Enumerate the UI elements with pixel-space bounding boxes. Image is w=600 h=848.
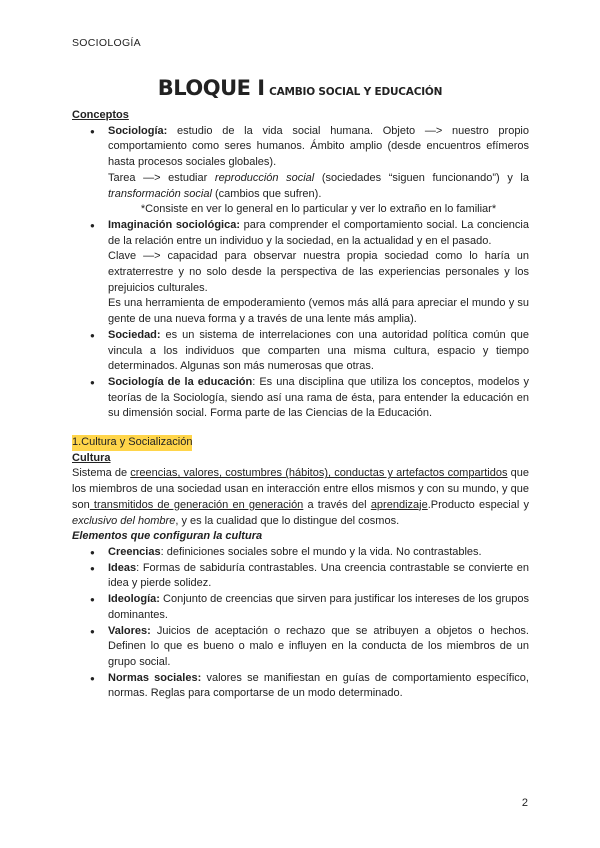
list-item-sociologia	[108, 124, 529, 218]
term-sociedad: Sociedad:	[108, 328, 161, 341]
title-sub: CAMBIO SOCIAL Y EDUCACIÓN	[269, 86, 443, 98]
elemento-term: Creencias	[108, 545, 161, 558]
def-underline-3: aprendizaje	[370, 498, 428, 511]
term-soc-educacion: Sociología de la educación	[108, 375, 253, 388]
tarea-line	[108, 171, 529, 202]
def-emphasis: exclusivo del hombre	[72, 514, 176, 527]
term-sociologia: Sociología:	[108, 124, 168, 137]
def-imaginacion: para comprender el comportamiento social. La conciencia de la relación entre un individuo y la sociedad, en la actualidad y en el pasado.	[108, 218, 529, 247]
page-number: 2	[521, 797, 528, 809]
elemento-text: : definiciones sociales sobre el mundo y la vida. No contrastables.	[160, 545, 482, 558]
tarea-em2: transformación social	[108, 187, 212, 200]
list-item-imaginacion	[108, 218, 529, 328]
section-heading: 1.Cultura y Socialización	[72, 435, 192, 451]
tarea-pre: Tarea —> estudiar	[108, 171, 215, 184]
def-mid-2: a través del	[303, 498, 371, 511]
elemento-text: Juicios de aceptación o rechazo que se atribuyen a objetos o hechos. Definen lo que es bueno o malo e influyen en la conducta de los miembros de un grupo social.	[108, 624, 529, 668]
list-item-sociedad	[108, 328, 529, 375]
list-item	[108, 671, 529, 702]
imaginacion-herramienta: Es una herramienta de empoderamiento (vemos más allá para apreciar el mundo y su gente de una nueva forma y a través de una lente más amplia).	[108, 297, 529, 326]
tarea-em1: reproducción social	[214, 171, 315, 184]
title-main: BLOQUE I	[157, 76, 265, 100]
cultura-definition	[72, 466, 529, 529]
tarea-mid: (sociedades “siguen funcionando”) y la	[314, 171, 529, 184]
list-item	[108, 545, 529, 561]
conceptos-list	[72, 124, 529, 422]
elementos-list	[72, 545, 529, 702]
tarea-post: (cambios que sufren).	[211, 187, 322, 200]
term-imaginacion: Imaginación sociológica:	[108, 218, 240, 231]
list-item-soc-educacion	[108, 375, 529, 422]
elementos-heading: Elementos que configuran la cultura	[72, 530, 263, 543]
def-underline-1: creencias, valores, costumbres (hábitos), conductas y artefactos compartidos	[130, 467, 508, 480]
page-title	[0, 76, 600, 100]
elemento-text: Conjunto de creencias que sirven para justificar los intereses de los grupos dominantes.	[108, 593, 529, 621]
elemento-text: valores se manifiestan en guías de comportamiento específico, normas. Reglas para comportarse de un modo determinado.	[108, 671, 529, 700]
elemento-term: Valores:	[108, 624, 151, 637]
def-underline-2: transmitidos de generación en generación	[89, 498, 304, 511]
elemento-term: Ideas	[108, 561, 137, 574]
list-item	[108, 624, 529, 671]
list-item	[108, 561, 529, 592]
imaginacion-clave: Clave —> capacidad para observar nuestra propia sociedad como lo haría un extraterrestre y no solo desde la perspectiva de las experiencias personales y los prejuicios culturales.	[108, 250, 529, 294]
page-header: SOCIOLOGÍA	[72, 37, 141, 49]
def-sociologia: estudio de la vida social humana. Objeto —> nuestro propio comportamiento como seres humanos. Ámbito amplio (desde encuentros efímeros hasta procesos sociales globales).	[108, 124, 529, 169]
def-soc-educacion: : Es una disciplina que utiliza los conceptos, modelos y teorías de la Sociología, siendo así una rama de ésta, para entender la educación en su dimensión social. Forma parte de las Ciencias de la Educación.	[108, 375, 529, 420]
list-item	[108, 592, 529, 623]
def-mid-3: .Producto especial y	[427, 498, 529, 511]
elemento-term: Ideología:	[108, 593, 160, 606]
document-body	[72, 108, 529, 702]
conceptos-heading: Conceptos	[72, 109, 129, 121]
def-pre: Sistema de	[72, 467, 131, 480]
def-sociedad: es un sistema de interrelaciones con una autoridad política común que vincula a los individuos que comparten una misma cultura, espacio y tiempo determinados. Algunas son más numerosas que otras.	[108, 328, 529, 373]
def-mid: que los miembros de una sociedad usan en interacción entre ellos mismos y con su mundo, y que son	[72, 467, 529, 511]
sociologia-note: *Consiste en ver lo general en lo particular y ver lo extraño en lo familiar*	[140, 203, 497, 216]
elemento-term: Normas sociales:	[108, 671, 202, 684]
elemento-text: : Formas de sabiduría contrastables. Una creencia contrastable se convierte en idea y pierde solidez.	[108, 561, 529, 590]
cultura-heading: Cultura	[72, 451, 111, 464]
def-post: , y es la cualidad que lo distingue del cosmos.	[175, 514, 400, 527]
